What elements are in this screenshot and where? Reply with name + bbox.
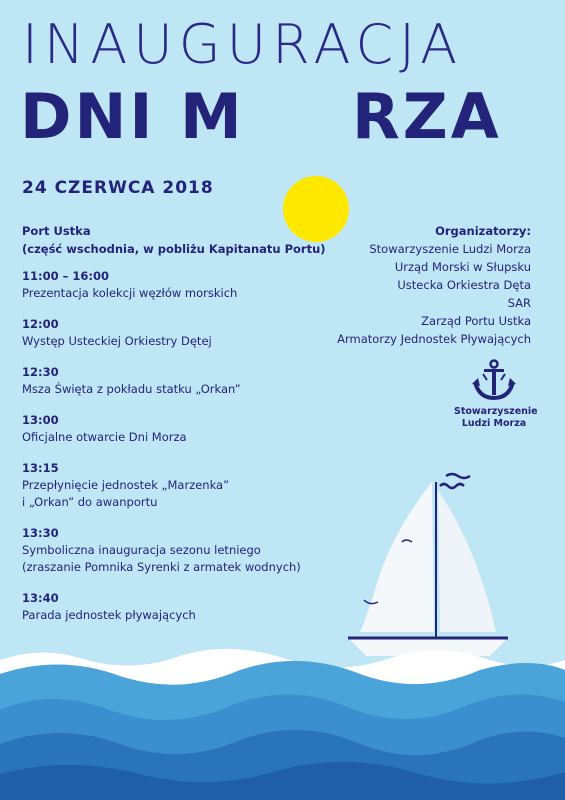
- schedule-desc: Symboliczna inauguracja sezonu letniego: [22, 543, 261, 557]
- schedule-time: 13:30: [22, 526, 59, 540]
- schedule-desc-2: i „Orkan” do awanportu: [22, 495, 158, 509]
- title-line-2-part-2: RZA: [352, 80, 502, 153]
- anchor-icon: [469, 358, 519, 402]
- schedule-item: [22, 460, 352, 511]
- schedule-item: [22, 412, 352, 446]
- schedule-time: 13:15: [22, 461, 59, 475]
- logo-text-line-1: Stowarzyszenie: [454, 406, 538, 417]
- schedule-item: [22, 268, 352, 302]
- organization-logo: [454, 358, 538, 430]
- schedule-desc: Przepłynięcie jednostek „Marzenka”: [22, 478, 230, 492]
- schedule-desc: Prezentacja kolekcji węzłów morskich: [22, 286, 238, 300]
- organizers: [337, 222, 531, 348]
- organizer-item: Stowarzyszenie Ludzi Morza: [369, 242, 531, 256]
- organizer-item: Zarząd Portu Ustka: [421, 314, 531, 328]
- event-date: 24 CZERWCA 2018: [22, 178, 214, 198]
- location: [22, 222, 326, 258]
- title-line-1: INAUGURACJA: [22, 13, 464, 76]
- schedule-item: [22, 525, 352, 576]
- schedule-time: 12:00: [22, 317, 59, 331]
- title-line-2: [20, 80, 550, 156]
- schedule-item: [22, 316, 352, 350]
- flag-icon: [446, 474, 470, 478]
- front-sail: [438, 490, 496, 632]
- organizer-item: Armatorzy Jednostek Pływających: [337, 332, 531, 346]
- organizer-item: SAR: [507, 296, 531, 310]
- organizers-heading: Organizatorzy:: [435, 224, 531, 238]
- sea-waves: [0, 640, 565, 800]
- schedule-desc-2: (zraszanie Pomnika Syrenki z armatek wodnych): [22, 560, 301, 574]
- schedule-desc: Msza Święta z pokładu statku „Orkan”: [22, 382, 241, 396]
- schedule-time: 12:30: [22, 365, 59, 379]
- schedule-time: 13:00: [22, 413, 59, 427]
- schedule-time: 11:00 – 16:00: [22, 269, 109, 283]
- logo-text-line-2: Ludzi Morza: [461, 418, 527, 429]
- schedule-desc: Występ Usteckiej Orkiestry Dętej: [22, 334, 212, 348]
- main-sail: [360, 482, 434, 632]
- location-line-2: (część wschodnia, w pobliżu Kapitanatu Portu): [22, 242, 326, 256]
- schedule-desc: Oficjalne otwarcie Dni Morza: [22, 430, 187, 444]
- schedule-time: 13:40: [22, 591, 59, 605]
- organizer-item: Urząd Morski w Słupsku: [394, 260, 531, 274]
- schedule-item: [22, 590, 352, 624]
- location-line-1: Port Ustka: [22, 224, 91, 238]
- title-line-2-part-1: DNI M: [20, 80, 245, 153]
- schedule-desc: Parada jednostek pływających: [22, 608, 196, 622]
- organizer-item: Ustecka Orkiestra Dęta: [397, 278, 531, 292]
- schedule: [22, 268, 352, 638]
- schedule-item: [22, 364, 352, 398]
